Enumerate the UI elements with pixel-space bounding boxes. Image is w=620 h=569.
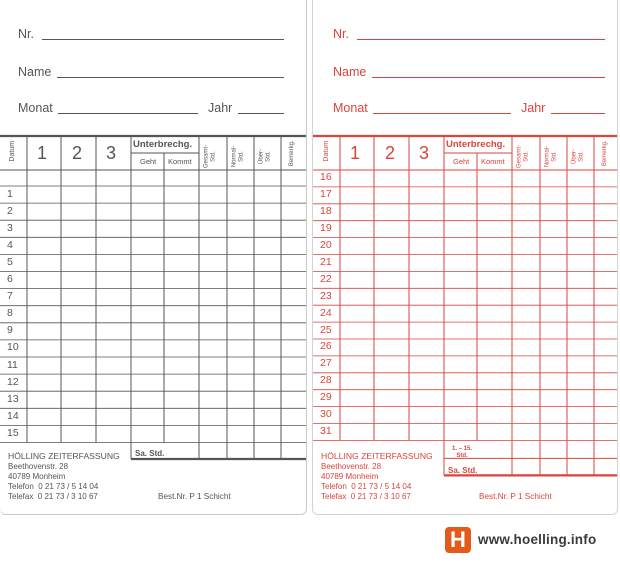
nr-label: Nr.	[18, 27, 34, 41]
col-header-geht: Geht	[453, 157, 470, 166]
day-number: 28	[320, 374, 332, 387]
day-number: 6	[7, 273, 13, 286]
col-header-1: 1	[37, 143, 48, 163]
day-number: 10	[7, 341, 19, 354]
sum-label: Sa. Std.	[135, 449, 165, 458]
jahr-label: Jahr	[208, 101, 233, 115]
day-number: 18	[320, 205, 332, 218]
day-number: 2	[7, 204, 13, 217]
col-header-2: 2	[72, 143, 83, 163]
time-table-grid	[0, 0, 306, 514]
hoelling-logo-icon: H	[445, 527, 471, 553]
day-number: 15	[7, 426, 19, 439]
company-phone: Telefon 0 21 73 / 5 14 04	[321, 482, 412, 491]
monat-label: Monat	[18, 101, 53, 115]
col-header-3: 3	[106, 143, 117, 163]
day-number: 22	[320, 272, 332, 285]
day-number: 27	[320, 357, 332, 370]
day-number: 24	[320, 306, 332, 319]
day-number: 17	[320, 188, 332, 201]
col-header-1: 1	[350, 143, 361, 163]
company-fax: Telefax 0 21 73 / 3 10 67	[321, 492, 411, 501]
col-header-gesamt: Gesamt- Std.	[516, 145, 529, 169]
day-number: 25	[320, 323, 332, 336]
monat-label: Monat	[333, 101, 368, 115]
range-label: 1. – 15. Std.	[452, 446, 473, 459]
col-header-normal: Normal- Std.	[231, 145, 244, 168]
day-number: 21	[320, 255, 332, 268]
day-number: 30	[320, 408, 332, 421]
company-city: 40789 Monheim	[321, 472, 379, 481]
company-street: Beethovenstr. 28	[321, 462, 382, 471]
col-header-2: 2	[385, 143, 396, 163]
company-fax: Telefax 0 21 73 / 3 10 67	[8, 492, 98, 501]
col-header-3: 3	[419, 143, 430, 163]
col-header-kommt: Kommt	[168, 157, 192, 166]
day-number: 3	[7, 221, 13, 234]
day-number: 14	[7, 409, 19, 422]
col-header-unterbrechg: Unterbrechg.	[133, 139, 193, 150]
company-name: HÖLLING ZEITERFASSUNG	[321, 451, 433, 461]
day-number: 16	[320, 171, 332, 184]
day-number: 7	[7, 290, 13, 303]
day-number: 8	[7, 307, 13, 320]
col-header-datum: Datum	[8, 140, 16, 162]
col-header-bemerkg: Bemerkg.	[601, 140, 608, 167]
day-number: 5	[7, 255, 13, 268]
day-number: 20	[320, 239, 332, 252]
col-header-ueber: Über- Std.	[571, 149, 584, 165]
nr-label: Nr.	[333, 27, 349, 41]
col-header-geht: Geht	[140, 157, 157, 166]
company-city: 40789 Monheim	[8, 472, 66, 481]
website-watermark: www.hoelling.info	[478, 532, 597, 547]
day-number: 12	[7, 375, 19, 388]
col-header-gesamt: Gesamt- Std.	[203, 145, 216, 169]
col-header-unterbrechg: Unterbrechg.	[446, 139, 506, 150]
day-number: 4	[7, 238, 13, 251]
col-header-normal: Normal- Std.	[544, 145, 557, 168]
time-card-front	[0, 0, 307, 515]
time-table-grid	[313, 0, 617, 514]
name-label: Name	[18, 65, 52, 79]
name-label: Name	[333, 65, 367, 79]
company-name: HÖLLING ZEITERFASSUNG	[8, 451, 120, 461]
company-street: Beethovenstr. 28	[8, 462, 69, 471]
day-number: 13	[7, 392, 19, 405]
day-number: 29	[320, 391, 332, 404]
day-number: 31	[320, 424, 332, 437]
day-number: 9	[7, 324, 13, 337]
day-number: 26	[320, 340, 332, 353]
jahr-label: Jahr	[521, 101, 546, 115]
col-header-datum: Datum	[322, 140, 330, 162]
day-number: 1	[7, 187, 13, 200]
col-header-bemerkg: Bemerkg.	[288, 140, 295, 167]
time-card-back	[312, 0, 618, 515]
order-number: Best.Nr. P 1 Schicht	[479, 492, 552, 501]
day-number: 23	[320, 289, 332, 302]
order-number: Best.Nr. P 1 Schicht	[158, 492, 231, 501]
company-phone: Telefon 0 21 73 / 5 14 04	[8, 482, 99, 491]
col-header-ueber: Über- Std.	[258, 149, 271, 165]
day-number: 11	[7, 358, 18, 371]
col-header-kommt: Kommt	[481, 157, 505, 166]
day-number: 19	[320, 222, 332, 235]
sum-label: Sa. Std.	[448, 466, 478, 475]
